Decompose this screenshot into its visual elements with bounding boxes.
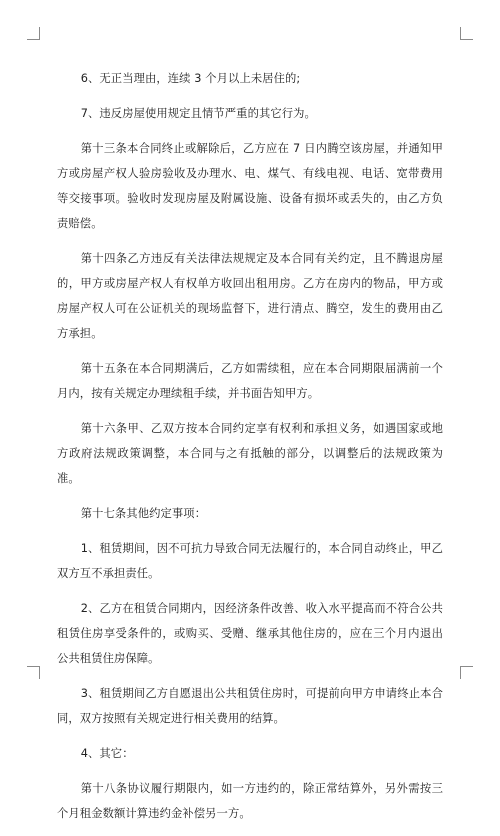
paragraph-clause-1: 1、租赁期间，因不可抗力导致合同无法履行的，本合同自动终止，甲乙双方互不承担责任。	[57, 542, 443, 580]
document-body	[57, 66, 443, 836]
paragraph-article-16: 第十六条甲、乙双方按本合同约定享有权利和承担义务，如遇国家或地方政府法规政策调整，本合同与之有抵触的部分，以调整后的法规政策为准。	[57, 422, 443, 485]
paragraph-article-17: 第十七条其他约定事项：	[80, 507, 207, 520]
paragraph-clause-2: 2、乙方在租赁合同期内，因经济条件改善、收入水平提高而不符合公共租赁住房享受条件的，或购买、受赠、继承其他住房的，应在三个月内退出公共租赁住房保障。	[57, 602, 443, 665]
paragraph-clause-4: 4、其它：	[80, 747, 134, 760]
crop-mark-top-right	[460, 27, 473, 40]
crop-mark-bottom-left	[27, 666, 40, 679]
paragraph-article-15: 第十五条在本合同期满后，乙方如需续租，应在本合同期限届满前一个月内，按有关规定办理续租手续，并书面告知甲方。	[57, 362, 443, 400]
crop-mark-top-left	[27, 27, 40, 40]
paragraph-article-18: 第十八条协议履行期限内，如一方违约的，除正常结算外，另外需按三个月租金数额计算违约金补偿另一方。	[57, 782, 443, 820]
crop-mark-bottom-right	[460, 666, 473, 679]
paragraph-item-6: 6、无正当理由，连续 3 个月以上未居住的;	[80, 72, 301, 85]
paragraph-clause-3: 3、租赁期间乙方自愿退出公共租赁住房时，可提前向甲方申请终止本合同，双方按照有关规定进行相关费用的结算。	[57, 687, 443, 725]
paragraph-article-14: 第十四条乙方违反有关法律法规规定及本合同有关约定，且不腾退房屋的，甲方或房屋产权人有权单方收回出租用房。乙方在房内的物品，甲方或房屋产权人可在公证机关的现场监督下，进行清点、腾空，发生的费用由乙方承担。	[57, 252, 443, 340]
paragraph-item-7: 7、违反房屋使用规定且情节严重的其它行为。	[80, 107, 316, 120]
paragraph-article-13: 第十三条本合同终止或解除后，乙方应在 7 日内腾空该房屋，并通知甲方或房屋产权人验房验收及办理水、电、煤气、有线电视、电话、宽带费用等交接事项。验收时发现房屋及附属设施、设备有损坏或丢失的，由乙方负责赔偿。	[57, 142, 443, 230]
